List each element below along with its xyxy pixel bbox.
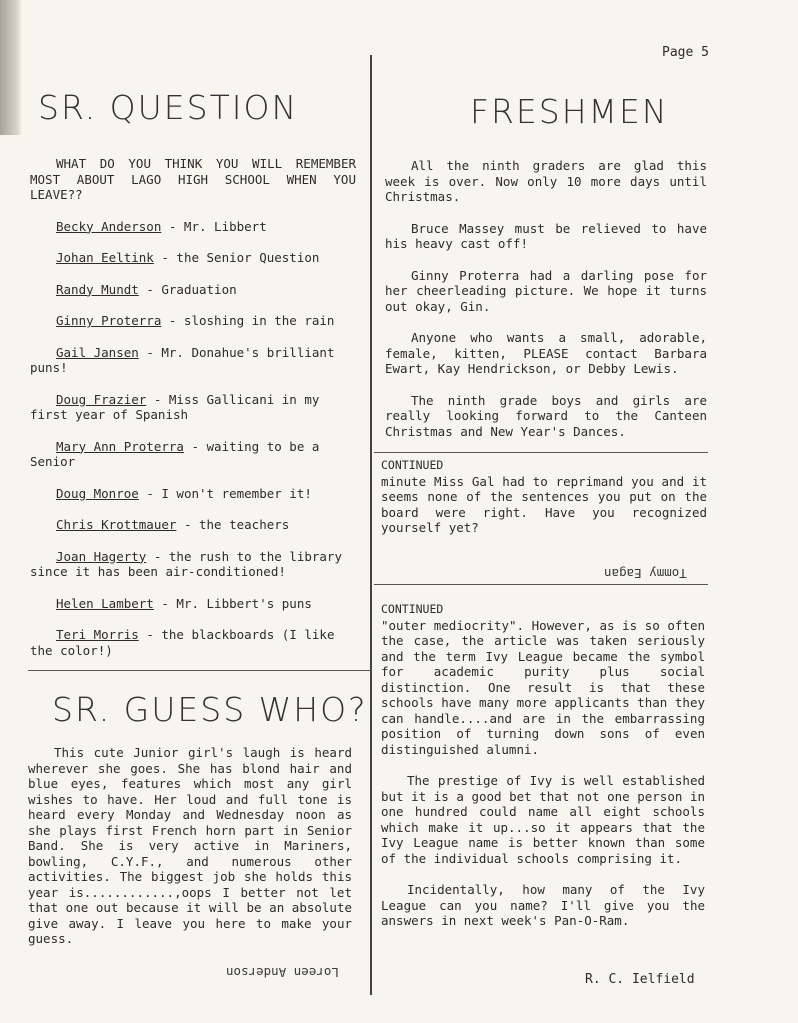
continued-2-paragraphs	[381, 618, 705, 929]
answer-text: - Graduation	[138, 281, 237, 297]
answer-item	[30, 282, 356, 298]
freshmen-paragraph: All the ninth graders are glad this week is over. Now only 10 more days until Christmas.	[385, 158, 707, 204]
answer-name: Doug Frazier	[56, 391, 147, 407]
answer-item	[30, 219, 356, 235]
column-divider	[370, 55, 372, 995]
answer-text: - Mr. Libbert's puns	[153, 595, 312, 611]
answer-item	[30, 549, 356, 580]
freshmen-paragraphs	[385, 158, 707, 439]
answer-item	[30, 250, 356, 266]
answer-name: Johan Eeltink	[56, 250, 154, 265]
answer-item	[30, 596, 356, 612]
answer-name: Doug Monroe	[56, 485, 139, 501]
freshmen-heading: FRESHMEN	[470, 92, 669, 131]
answer-text: - sloshing in the rain	[161, 313, 335, 328]
freshmen-paragraph: Bruce Massey must be relieved to have his heavy cast off!	[385, 220, 707, 251]
continued-2-signature: R. C. Ielfield	[585, 972, 695, 987]
freshmen-paragraph: Anyone who wants a small, adorable, female, kitten, PLEASE contact Barbara Ewart, Kay Hendrickson, or Debby Lewis.	[385, 330, 707, 376]
answer-text: - the teachers	[176, 517, 290, 532]
answer-name: Randy Mundt	[56, 281, 139, 297]
continued-2-paragraph: Incidentally, how many of the Ivy League can you name? I'll give you the answers in next week's Pan-O-Ram.	[381, 882, 705, 928]
answer-name: Ginny Proterra	[56, 313, 162, 328]
section-divider-right-1	[374, 452, 708, 453]
sr-guess-who-body: This cute Junior girl's laugh is heard wherever she goes. She has blond hair and blue eyes, features which most any girl wishes to have. Her loud and full tone is heard every Monday and Wednesday noon as she plays first French horn part in Senior Band. She is very active in Mariners, bowling, C.Y.F., and numerous other activities. The biggest job she holds this year is............,oops I better not let that one out because it will be an absolute give away. I leave you here to make your guess.	[28, 745, 352, 946]
continued-2-paragraph: "outer mediocrity". However, as is so often the case, the article was taken seriously and the term Ivy League became the symbol for academic purity plus social distinction. One result is that these schools have many more applicants than they can handle....and are in the embarrassing position of turning down sons of even distinguished alumni.	[381, 617, 705, 757]
continued-1-text: minute Miss Gal had to reprimand you and it seems none of the sentences you put on the board were right. Have you recognized yourself yet?	[381, 473, 707, 535]
answer-text: - the blackboards (I like the color!)	[30, 627, 335, 658]
page-edge-shadow	[0, 0, 22, 135]
answer-name: Helen Lambert	[56, 595, 154, 611]
answer-item	[30, 517, 356, 533]
section-divider-left	[28, 670, 372, 671]
answer-text: - Mr. Donahue's brilliant puns!	[30, 344, 335, 375]
answer-name: Teri Morris	[56, 627, 139, 642]
freshmen-paragraph: Ginny Proterra had a darling pose for her cheerleading picture. We hope it turns out okay, Gin.	[385, 267, 707, 314]
answer-text: - the rush to the library since it has been air-conditioned!	[30, 548, 342, 579]
sr-question-prompt: WHAT DO YOU THINK YOU WILL REMEMBER MOST ABOUT LAGO HIGH SCHOOL WHEN YOU LEAVE??	[30, 156, 356, 202]
sr-question-section	[30, 156, 356, 674]
answer-text: - Miss Gallicani in my first year of Spanish	[30, 391, 320, 422]
continued-1-label: CONTINUED	[381, 458, 444, 472]
answer-name: Joan Hagerty	[56, 548, 147, 564]
answer-text: - the Senior Question	[153, 250, 320, 265]
answer-name: Becky Anderson	[56, 218, 162, 234]
sr-question-heading: SR. QUESTION	[38, 88, 299, 127]
answer-name: Gail Jansen	[56, 344, 139, 360]
section-divider-right-2	[374, 584, 708, 585]
answer-item	[30, 313, 356, 329]
freshmen-section	[385, 158, 707, 455]
answer-name: Chris Krottmauer	[56, 517, 177, 532]
sr-question-answers	[30, 219, 356, 659]
sr-guess-who-signature: Loreen Anderson	[226, 965, 339, 980]
answer-text: - I won't remember it!	[138, 485, 312, 501]
sr-guess-who-heading: SR. GUESS WHO?	[52, 690, 368, 729]
answer-item	[30, 627, 356, 658]
answer-text: - Mr. Libbert	[161, 218, 267, 234]
answer-item	[30, 486, 356, 502]
continued-2-section	[381, 602, 705, 945]
answer-text: - waiting to be a Senior	[30, 438, 320, 469]
answer-item	[30, 439, 356, 470]
continued-2-label: CONTINUED	[381, 602, 444, 616]
freshmen-paragraph: The ninth grade boys and girls are really looking forward to the Canteen Christmas and New Year's Dances.	[385, 392, 707, 439]
page-number: Page 5	[662, 45, 709, 60]
answer-item	[30, 345, 356, 376]
continued-1-signature: Tommy Eagan	[604, 566, 687, 581]
answer-name: Mary Ann Proterra	[56, 438, 184, 454]
continued-1-section	[381, 458, 707, 552]
answer-item	[30, 392, 356, 423]
sr-guess-who-section	[28, 745, 352, 963]
continued-2-paragraph: The prestige of Ivy is well established but it is a good bet that not one person in one hundred could name all eight schools which make it up...so it appears that the Ivy League name is better known than some of the individual schools comprising it.	[381, 773, 705, 866]
